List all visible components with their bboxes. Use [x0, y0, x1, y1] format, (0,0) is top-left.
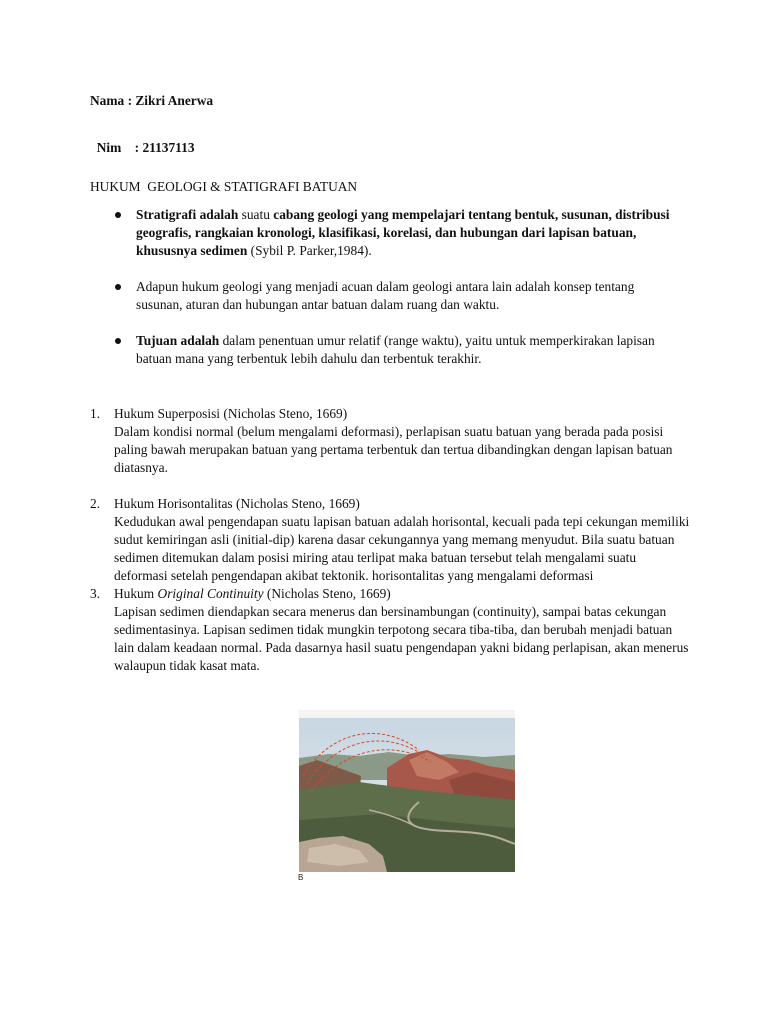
figure-letter: B — [298, 873, 304, 882]
landscape-illustration — [299, 710, 515, 872]
law-number: 1. — [90, 406, 101, 421]
bullet-dot-icon — [115, 212, 121, 218]
bullet-bold-body: cabang geologi yang mempelajari tentang bentuk, susunan, distribusi geografis, rangkaian kronologi, klasifikasi, korelasi, dan hubungan dari lapisan batuan, khususnya sedimen — [136, 207, 670, 258]
bullet-text: dalam penentuan umur relatif (range waktu), yaitu untuk memperkirakan lapisan batuan mana yang terbentuk lebih dahulu dan terbentuk terakhir. — [136, 333, 655, 366]
student-nim: Nim : 21137113 — [96, 140, 195, 155]
bullet-text: suatu — [238, 207, 274, 222]
bullet-stratigrafi — [110, 206, 680, 260]
law-heading: Hukum Superposisi (Nicholas Steno, 1669) — [114, 406, 348, 421]
bullet-dot-icon — [115, 338, 121, 344]
law-number: 2. — [90, 496, 101, 511]
law-superposisi — [90, 405, 690, 477]
student-name: Nama : Zikri Anerwa — [90, 93, 214, 108]
law-body: Lapisan sedimen diendapkan secara menerus dan bersinambungan (continuity), sampai batas cekungan sedimentasinya. Lapisan sedimen tidak mungkin terpotong secara tiba-tiba, dan berubah menjadi batuan lain dalam keadaan normal. Pada dasarnya hasil suatu pengendapan yakni bidang perlapisan, akan menerus walaupun tidak kasat mata. — [114, 604, 689, 673]
law-body: Dalam kondisi normal (belum mengalami deformasi), perlapisan suatu batuan yang berada pada posisi paling bawah merupakan batuan yang pertama terbentuk dan tertua dibandingkan dengan lapisan batuan diatasnya. — [114, 424, 673, 475]
law-body: Kedudukan awal pengendapan suatu lapisan batuan adalah horisontal, kecuali pada tepi cekungan memiliki sudut kemiringan asli (initial-dip) karena dasar cekungannya yang memang menyudut. Bila suatu batuan sedimen ditemukan dalam posisi miring atau terlipat maka batuan tersebut telah mengalami suatu deformasi setelah pengendapan akibat tektonik. horisontalitas yang mengalami deformasi — [114, 514, 690, 583]
law-heading: Hukum Original Continuity (Nicholas Steno, 1669) — [114, 586, 391, 601]
bullet-bold-lead: Stratigrafi adalah — [136, 207, 239, 222]
law-heading: Hukum Horisontalitas (Nicholas Steno, 1669) — [114, 496, 360, 511]
bullet-hukum-geologi — [110, 278, 680, 314]
law-horisontalitas — [90, 495, 690, 585]
landscape-photo — [299, 710, 515, 872]
laws-list — [90, 405, 690, 675]
intro-bullet-list — [110, 206, 680, 386]
law-original-continuity — [90, 585, 690, 675]
bullet-tujuan — [110, 332, 680, 368]
bullet-text: Adapun hukum geologi yang menjadi acuan dalam geologi antara lain adalah konsep tentang susunan, aturan dan hubungan antar batuan dalam ruang dan waktu. — [136, 279, 635, 312]
bullet-bold-lead: Tujuan adalah — [136, 333, 220, 348]
bullet-dot-icon — [115, 284, 121, 290]
law-number: 3. — [90, 586, 101, 601]
bullet-citation: (Sybil P. Parker,1984). — [247, 243, 372, 258]
document-title: HUKUM GEOLOGI & STATIGRAFI BATUAN — [90, 179, 358, 194]
